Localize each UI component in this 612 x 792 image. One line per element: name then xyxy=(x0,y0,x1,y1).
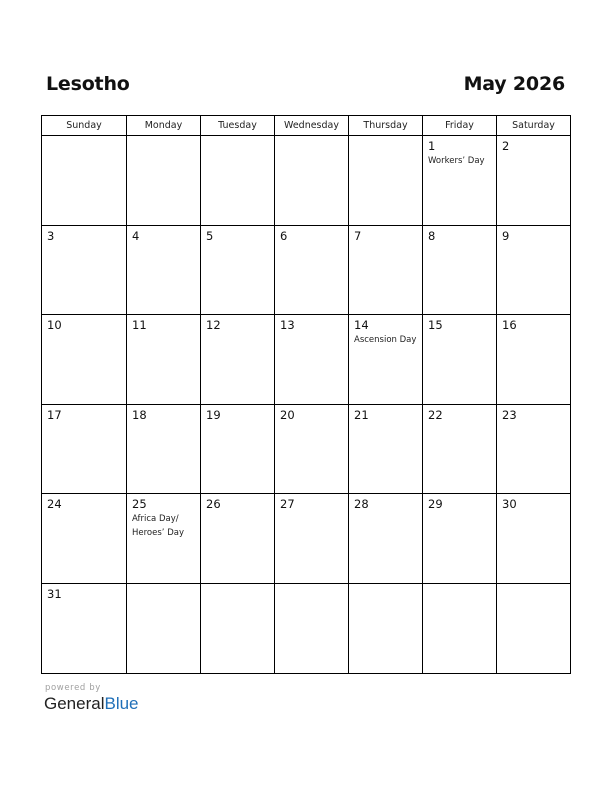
day-cell-29 xyxy=(423,494,497,584)
brand-general-text: General xyxy=(44,694,105,713)
day-number: 25 xyxy=(132,497,147,511)
day-number: 8 xyxy=(428,228,436,243)
day-number: 1 xyxy=(428,139,436,153)
country-title: Lesotho xyxy=(46,73,130,95)
holiday-label: Ascension Day xyxy=(354,335,417,345)
day-number: 29 xyxy=(428,497,443,511)
powered-by-text: powered by xyxy=(45,683,101,693)
day-number: 15 xyxy=(428,318,443,332)
day-cell-18 xyxy=(127,405,201,495)
calendar-grid xyxy=(41,115,571,674)
day-cell-5 xyxy=(201,226,275,316)
day-number: 30 xyxy=(502,497,517,511)
day-cell-7 xyxy=(349,226,423,316)
day-cell-25 xyxy=(127,494,201,584)
day-cell-8 xyxy=(423,226,497,316)
day-cell-12 xyxy=(201,315,275,405)
day-cell-28 xyxy=(349,494,423,584)
empty-day-cell xyxy=(423,584,497,674)
day-cell-16 xyxy=(497,315,570,405)
generalblue-logo[interactable] xyxy=(44,694,139,714)
month-year-title: May 2026 xyxy=(463,73,565,95)
empty-day-cell xyxy=(275,136,349,226)
day-cell-20 xyxy=(275,405,349,495)
day-cell-21 xyxy=(349,405,423,495)
day-number: 23 xyxy=(502,407,517,422)
day-cell-6 xyxy=(275,226,349,316)
day-number: 26 xyxy=(206,497,221,511)
day-cell-27 xyxy=(275,494,349,584)
day-number: 16 xyxy=(502,318,517,332)
day-number: 19 xyxy=(206,407,221,422)
empty-day-cell xyxy=(127,136,201,226)
day-cell-3 xyxy=(42,226,127,316)
day-number: 13 xyxy=(280,318,295,332)
day-cell-19 xyxy=(201,405,275,495)
day-number: 10 xyxy=(47,318,62,332)
empty-day-cell xyxy=(42,136,127,226)
weekday-header-friday: Friday xyxy=(423,116,497,136)
day-number: 11 xyxy=(132,318,147,332)
holiday-label: Workers’ Day xyxy=(428,156,485,166)
day-number: 6 xyxy=(280,228,288,243)
day-number: 31 xyxy=(47,586,62,601)
day-cell-13 xyxy=(275,315,349,405)
day-number: 14 xyxy=(354,318,369,332)
day-number: 21 xyxy=(354,407,369,422)
weekday-header-saturday: Saturday xyxy=(497,116,570,136)
day-cell-22 xyxy=(423,405,497,495)
day-cell-26 xyxy=(201,494,275,584)
empty-day-cell xyxy=(349,584,423,674)
day-cell-15 xyxy=(423,315,497,405)
day-number: 28 xyxy=(354,497,369,511)
day-number: 20 xyxy=(280,407,295,422)
weekday-header-sunday: Sunday xyxy=(42,116,127,136)
day-cell-10 xyxy=(42,315,127,405)
weekday-header-monday: Monday xyxy=(127,116,201,136)
weekday-header-wednesday: Wednesday xyxy=(275,116,349,136)
day-cell-2 xyxy=(497,136,570,226)
day-number: 3 xyxy=(47,228,55,243)
empty-day-cell xyxy=(201,136,275,226)
day-number: 24 xyxy=(47,497,62,511)
day-cell-17 xyxy=(42,405,127,495)
day-cell-9 xyxy=(497,226,570,316)
weekday-header-thursday: Thursday xyxy=(349,116,423,136)
brand-blue-text: Blue xyxy=(104,694,139,713)
day-number: 7 xyxy=(354,228,362,243)
weekday-header-tuesday: Tuesday xyxy=(201,116,275,136)
day-cell-1 xyxy=(423,136,497,226)
empty-day-cell xyxy=(127,584,201,674)
day-number: 2 xyxy=(502,139,510,153)
day-number: 5 xyxy=(206,228,214,243)
day-cell-14 xyxy=(349,315,423,405)
empty-day-cell xyxy=(201,584,275,674)
day-number: 17 xyxy=(47,407,62,422)
day-cell-30 xyxy=(497,494,570,584)
day-number: 18 xyxy=(132,407,147,422)
empty-day-cell xyxy=(349,136,423,226)
footer xyxy=(44,683,139,714)
calendar-header xyxy=(46,70,565,98)
day-number: 12 xyxy=(206,318,221,332)
day-cell-24 xyxy=(42,494,127,584)
day-cell-31 xyxy=(42,584,127,674)
day-cell-11 xyxy=(127,315,201,405)
day-cell-23 xyxy=(497,405,570,495)
day-number: 27 xyxy=(280,497,295,511)
empty-day-cell xyxy=(497,584,570,674)
empty-day-cell xyxy=(275,584,349,674)
holiday-label: Africa Day/ Heroes’ Day xyxy=(132,514,184,538)
day-cell-4 xyxy=(127,226,201,316)
day-number: 4 xyxy=(132,228,140,243)
day-number: 22 xyxy=(428,407,443,422)
day-number: 9 xyxy=(502,228,510,243)
